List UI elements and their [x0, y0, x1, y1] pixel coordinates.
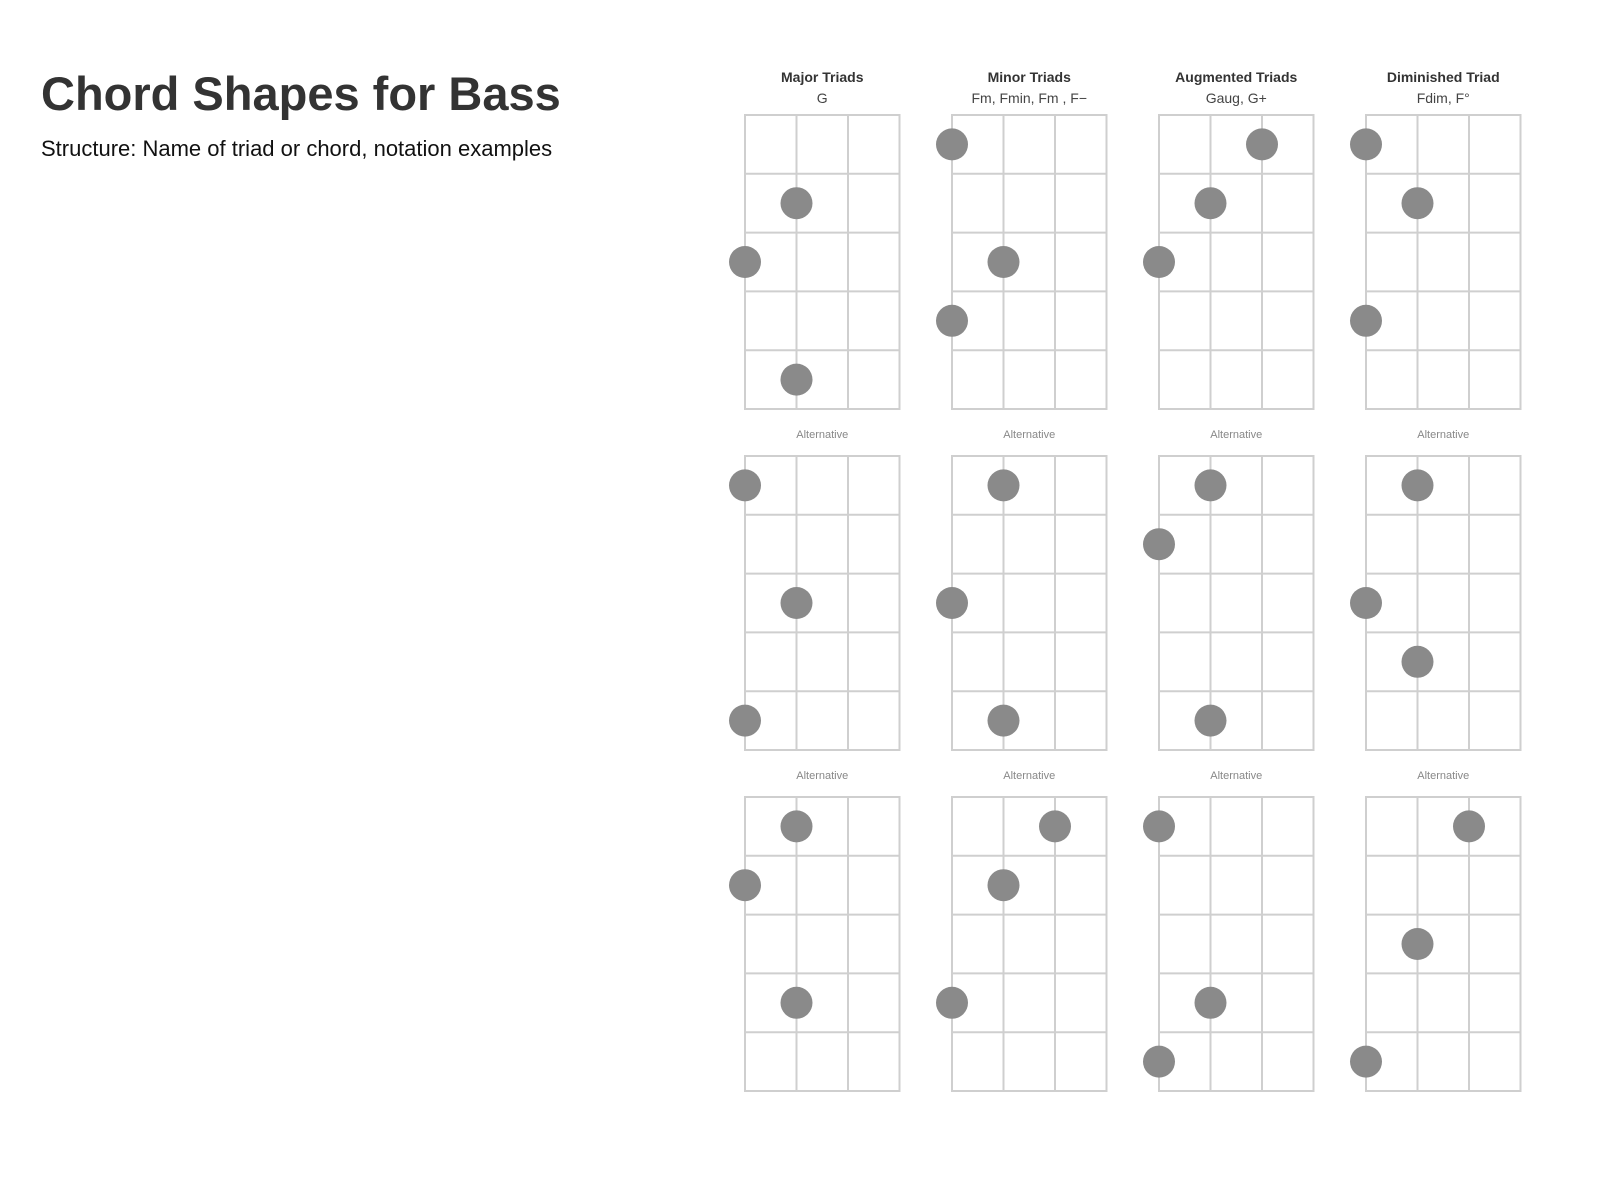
note-dot: [729, 246, 761, 278]
fretboard-diagram: [1350, 770, 1521, 1091]
chord-name: Major Triads: [781, 69, 864, 85]
alternative-label: Alternative: [796, 770, 849, 782]
alternative-label: Alternative: [1210, 770, 1263, 782]
note-dot: [1350, 587, 1382, 619]
fretboard-frame: [1159, 797, 1314, 1091]
fretboard-frame: [1366, 797, 1521, 1091]
alternative-label: Alternative: [1417, 770, 1470, 782]
note-dot: [1453, 810, 1485, 842]
fretboard-frame: [745, 456, 900, 750]
note-dot: [988, 246, 1020, 278]
note-dot: [1402, 187, 1434, 219]
note-dot: [1143, 528, 1175, 560]
note-dot: [988, 469, 1020, 501]
note-dot: [988, 869, 1020, 901]
note-dot: [781, 364, 813, 396]
fretboard-diagram: [1350, 115, 1521, 409]
fretboard-diagram: [1143, 115, 1314, 409]
chord-notation: Gaug, G+: [1205, 90, 1267, 106]
alternative-label: Alternative: [1417, 429, 1470, 441]
fretboard-diagram: [1350, 429, 1521, 750]
note-dot: [936, 587, 968, 619]
note-dot: [1350, 1046, 1382, 1078]
note-dot: [729, 469, 761, 501]
note-dot: [729, 705, 761, 737]
note-dot: [1402, 646, 1434, 678]
fretboard-frame: [745, 115, 900, 409]
note-dot: [988, 705, 1020, 737]
fretboard-diagram: [1143, 429, 1314, 750]
chord-name: Diminished Triad: [1386, 69, 1500, 85]
note-dot: [1350, 128, 1382, 160]
chord-name: Minor Triads: [987, 69, 1071, 85]
note-dot: [781, 987, 813, 1019]
alternative-label: Alternative: [1003, 770, 1056, 782]
note-dot: [1402, 928, 1434, 960]
chord-notation: Fm, Fmin, Fm , F−: [971, 90, 1087, 106]
fretboard-frame: [1159, 456, 1314, 750]
note-dot: [1143, 810, 1175, 842]
note-dot: [1350, 305, 1382, 337]
note-dot: [781, 187, 813, 219]
chord-notation: G: [816, 90, 828, 106]
fretboard-frame: [952, 456, 1107, 750]
note-dot: [936, 305, 968, 337]
note-dot: [1402, 469, 1434, 501]
fretboard-frame: [952, 797, 1107, 1091]
chord-notation: Fdim, F°: [1416, 90, 1470, 106]
fretboard-diagram: [729, 429, 900, 750]
note-dot: [936, 128, 968, 160]
alternative-label: Alternative: [1210, 429, 1263, 441]
note-dot: [1143, 246, 1175, 278]
fretboard-diagram: [729, 115, 900, 409]
note-dot: [1195, 469, 1227, 501]
note-dot: [781, 587, 813, 619]
fretboard-frame: [952, 115, 1107, 409]
fretboard-diagram: [936, 429, 1107, 750]
note-dot: [729, 869, 761, 901]
note-dot: [1195, 187, 1227, 219]
note-dot: [936, 987, 968, 1019]
note-dot: [1195, 987, 1227, 1019]
page-subtitle: Structure: Name of triad or chord, notation examples: [41, 136, 553, 161]
chord-name: Augmented Triads: [1175, 69, 1298, 85]
note-dot: [781, 810, 813, 842]
note-dot: [1039, 810, 1071, 842]
fretboard-frame: [1366, 456, 1521, 750]
alternative-label: Alternative: [1003, 429, 1056, 441]
fretboard-diagram: [729, 770, 900, 1091]
note-dot: [1246, 128, 1278, 160]
fretboard-frame: [1159, 115, 1314, 409]
fretboard-frame: [745, 797, 900, 1091]
fretboard-diagram: [1143, 770, 1314, 1091]
alternative-label: Alternative: [796, 429, 849, 441]
note-dot: [1195, 705, 1227, 737]
fretboard-diagram: [936, 770, 1107, 1091]
fretboard-diagram: [936, 115, 1107, 409]
note-dot: [1143, 1046, 1175, 1078]
page-title: Chord Shapes for Bass: [41, 67, 561, 120]
fretboard-frame: [1366, 115, 1521, 409]
